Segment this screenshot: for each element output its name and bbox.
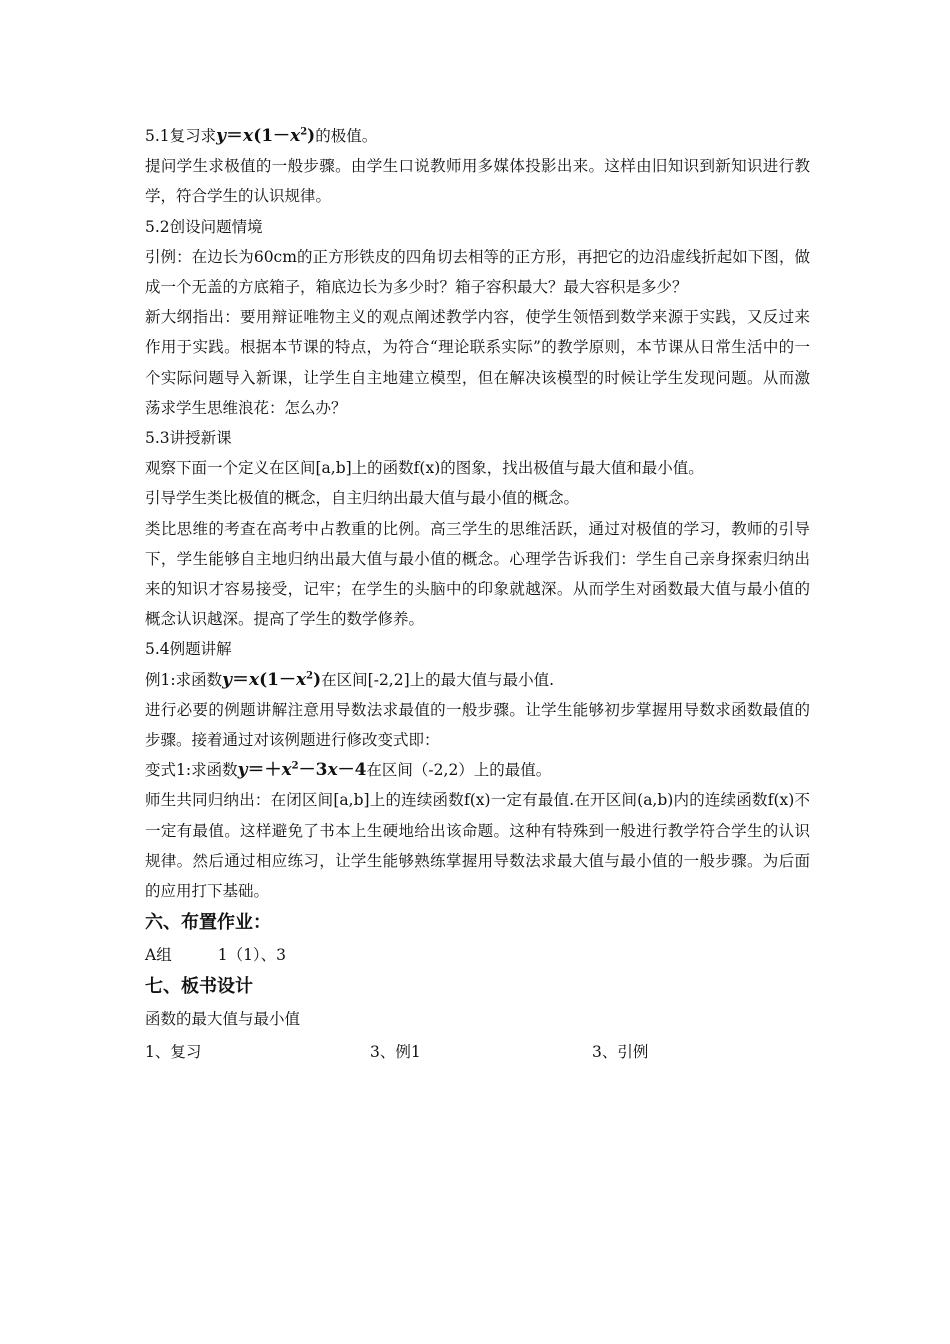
homework-line — [145, 940, 810, 970]
formula-example-1: $y=x(1-x^2)$ — [222, 669, 322, 690]
homework-items: 1（1）、3 — [217, 946, 287, 965]
example-1-label: 例1:求函数 — [145, 670, 223, 689]
variant-1-line — [145, 755, 810, 785]
board-item-example: 3、例1 — [370, 1042, 421, 1061]
example-explain-paragraph: 进行必要的例题讲解注意用导数法求最值的一般步骤。让学生能够初步掌握用导数求函数最值的步骤。接着通过对该例题进行修改变式即： — [145, 700, 810, 750]
section-7-heading: 七、板书设计 — [145, 976, 253, 998]
section-6-heading: 六、布置作业： — [145, 912, 271, 934]
intro-example-paragraph: 引例：在边长为60cm的正方形铁皮的四角切去相等的正方形，再把它的边沿虚线折起如下图，做成一个无盖的方底箱子，箱底边长为多少时？箱子容积最大？最大容积是多少？ — [145, 247, 810, 297]
homework-group: A组 — [145, 946, 172, 965]
board-subtitle: 函数的最大值与最小值 — [145, 1010, 301, 1029]
review-line — [145, 121, 810, 151]
formula-review: $y=x(1-x^2)$ — [216, 126, 316, 146]
board-item-intro: 3、引例 — [592, 1042, 649, 1061]
guide-paragraph: 引导学生类比极值的概念，自主归纳出最大值与最小值的概念。 — [145, 489, 580, 508]
example-1-line — [145, 665, 810, 695]
formula-variant-1: $y=+x^2-3x-4$ — [237, 760, 367, 781]
observe-paragraph: 观察下面一个定义在区间[a,b]上的函数f(x)的图象，找出极值与最大值和最小值。 — [145, 459, 704, 478]
section-5-2-title: 5.2创设问题情境 — [145, 217, 263, 236]
board-row — [145, 1035, 810, 1069]
board-item-review: 1、复习 — [145, 1042, 202, 1061]
example-1-suffix: 在区间[-2,2]上的最大值与最小值. — [321, 670, 555, 689]
review-label: 5.1复习求 — [145, 127, 217, 145]
syllabus-paragraph: 新大纲指出：要用辩证唯物主义的观点阐述教学内容，使学生领悟到数学来源于实践，又反过来作用于实践。根据本节课的特点，为符合“理论联系实际”的教学原则，本节课从日常生活中的一个实际问题导入新课，让学生自主地建立模型，但在解决该模型的时候让学生发现问题。从而激荡求学生思维浪花：怎么办？ — [145, 308, 810, 417]
variant-1-label: 变式1:求函数 — [145, 761, 238, 780]
analogy-paragraph: 类比思维的考查在高考中占教重的比例。高三学生的思维活跃，通过对极值的学习，教师的引导下，学生能够自主地归纳出最大值与最小值的概念。心理学告诉我们：学生自己亲身探索归纳出来的知识才容易接受，记牢；在学生的头脑中的印象就越深。从而学生对函数最大值与最小值的概念认识越深。提高了学生的数学修养。 — [145, 519, 810, 629]
section-5-3-title: 5.3讲授新课 — [145, 429, 232, 448]
review-suffix: 的极值。 — [315, 127, 378, 145]
review-paragraph: 提问学生求极值的一般步骤。由学生口说教师用多媒体投影出来。这样由旧知识到新知识进行教学，符合学生的认识规律。 — [145, 157, 810, 206]
section-5-4-title: 5.4例题讲解 — [145, 640, 232, 659]
summary-paragraph: 师生共同归纳出：在闭区间[a,b]上的连续函数f(x)一定有最值.在开区间(a,b)内的连续函数f(x)不一定有最值。这样避免了书本上生硬地给出该命题。这种有特殊到一般进行教学符合学生的认识规律。然后通过相应练习，让学生能够熟练掌握用导数法求最大值与最小值的一般步骤。为后面的应用打下基础。 — [145, 791, 810, 901]
variant-1-suffix: 在区间（-2,2）上的最值。 — [366, 761, 552, 780]
